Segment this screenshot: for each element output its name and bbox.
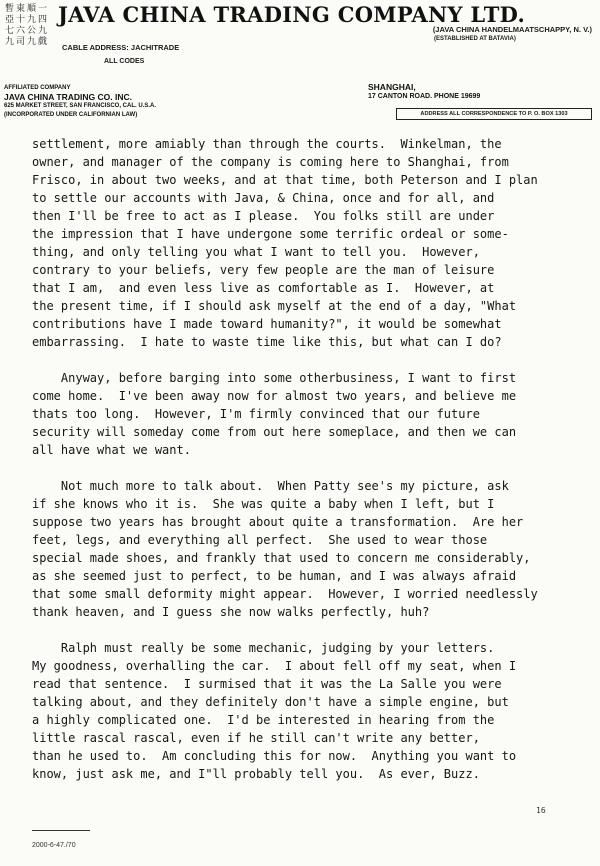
- office-address: 17 CANTON ROAD. PHONE 19699: [368, 93, 481, 100]
- all-codes: ALL CODES: [104, 58, 145, 65]
- letter-line: if she knows who it is. She was quite a baby when I left, but I: [32, 497, 495, 511]
- company-name: JAVA CHINA TRADING COMPANY LTD.: [58, 2, 526, 27]
- affiliate-block: [4, 84, 234, 120]
- chinese-character: 九: [26, 37, 36, 47]
- chinese-character: 公: [26, 26, 36, 36]
- chinese-character: 七: [4, 26, 14, 36]
- footer-rule: [32, 830, 90, 831]
- affiliate-label: AFFILIATED COMPANY: [4, 85, 71, 91]
- letter-line: feet, legs, and everything all perfect. She used to wear those: [32, 533, 488, 547]
- chinese-character: 九: [37, 26, 47, 36]
- letter-line: thats too long. However, I'm firmly convinced that our future: [32, 407, 480, 421]
- letter-line: settlement, more amiably than through the courts. Winkelman, the: [32, 137, 502, 151]
- letter-line: to settle our accounts with Java, & China, once and for all, and: [32, 191, 495, 205]
- chinese-character: 順: [26, 4, 36, 14]
- established-note: (ESTABLISHED AT BATAVIA): [434, 36, 516, 42]
- chinese-character: 東: [15, 4, 25, 14]
- letter-line: contributions have I made toward humanity?", it would be somewhat: [32, 317, 502, 331]
- letter-line: know, just ask me, and I"ll probably tell you. As ever, Buzz.: [32, 767, 480, 781]
- chinese-letterhead-characters: [4, 4, 50, 48]
- letter-body: [32, 135, 592, 783]
- cable-address: CABLE ADDRESS: JACHITRADE: [62, 43, 180, 52]
- affiliate-incorporated: (INCORPORATED UNDER CALIFORNIAN LAW): [4, 112, 138, 118]
- letter-line: My goodness, overhalling the car. I about fell off my seat, when I: [32, 659, 517, 673]
- letter-line: as she seemed just to perfect, to be human, and I was always afraid: [32, 569, 517, 583]
- letter-line: Ralph must really be some mechanic, judging by your letters.: [32, 641, 495, 655]
- affiliate-name: JAVA CHINA TRADING CO. INC.: [4, 92, 132, 102]
- letter-line: come home. I've been away now for almost two years, and believe me: [32, 389, 517, 403]
- chinese-character: 九: [26, 15, 36, 25]
- letter-line: thank heaven, and I guess she now walks perfectly, huh?: [32, 605, 430, 619]
- chinese-character: 一: [37, 4, 47, 14]
- letter-line: thing, and only telling you what I want to tell you. However,: [32, 245, 480, 259]
- letter-line: Not much more to talk about. When Patty see's my picture, ask: [32, 479, 509, 493]
- letter-line: security will someday come from out here someplace, and then we can: [32, 425, 517, 439]
- letter-line: the impression that I have undergone some terrific ordeal or some-: [32, 227, 509, 241]
- letter-line: than he used to. Am concluding this for now. Anything you want to: [32, 749, 517, 763]
- letter-line: little rascal rascal, even if he still can't write any better,: [32, 731, 480, 745]
- letter-paragraph: [32, 477, 592, 621]
- chinese-character: 四: [37, 15, 47, 25]
- chinese-character: 亞: [4, 15, 14, 25]
- letter-line: read that sentence. I surmised that it was the La Salle you were: [32, 677, 502, 691]
- letter-line: that some small deformity might appear. However, I worried needlessly: [32, 587, 538, 601]
- affiliate-address: 625 MARKET STREET, SAN FRANCISCO, CAL. U.S.A.: [4, 103, 157, 109]
- letter-line: the present time, if I should ask myself at the end of a day, "What: [32, 299, 517, 313]
- letter-line: Frisco, in about two weeks, and at that time, both Peterson and I plan: [32, 173, 538, 187]
- letter-line: talking about, and they definitely don't have a simple engine, but: [32, 695, 509, 709]
- letter-line: owner, and manager of the company is coming here to Shanghai, from: [32, 155, 509, 169]
- chinese-character: 九: [4, 37, 14, 47]
- chinese-character: 司: [15, 37, 25, 47]
- page-mark: 16: [536, 806, 546, 815]
- letter-line: embarrassing. I hate to waste time like this, but what can I do?: [32, 335, 502, 349]
- footer-code: 2000-6-47./70: [32, 842, 76, 849]
- letter-line: then I'll be free to act as I please. You folks still are under: [32, 209, 495, 223]
- letter-line: that I am, and even less live as comfortable as I. However, at: [32, 281, 495, 295]
- correspondence-notice: ADDRESS ALL CORRESPONDENCE TO P. O. BOX 1303: [396, 108, 592, 120]
- letter-line: contrary to your beliefs, very few people are the man of leisure: [32, 263, 495, 277]
- office-city: SHANGHAI,: [368, 82, 416, 92]
- chinese-character: 六: [15, 26, 25, 36]
- letter-paragraph: [32, 639, 592, 783]
- letter-line: Anyway, before barging into some otherbusiness, I want to first: [32, 371, 517, 385]
- chinese-character: 十: [15, 15, 25, 25]
- letter-paragraph: [32, 135, 592, 351]
- dutch-company-name: (JAVA CHINA HANDELMAATSCHAPPY, N. V.): [432, 25, 592, 34]
- office-block: [368, 82, 480, 102]
- letter-paragraph: [32, 369, 592, 459]
- chinese-character: 暫: [4, 4, 14, 14]
- letter-line: suppose two years has brought about quite a transformation. Are her: [32, 515, 524, 529]
- letter-line: all have what we want.: [32, 443, 191, 457]
- letter-line: special made shoes, and frankly that used to concern me considerably,: [32, 551, 531, 565]
- letter-line: a highly complicated one. I'd be interested in hearing from the: [32, 713, 495, 727]
- chinese-character: 戲: [37, 37, 47, 47]
